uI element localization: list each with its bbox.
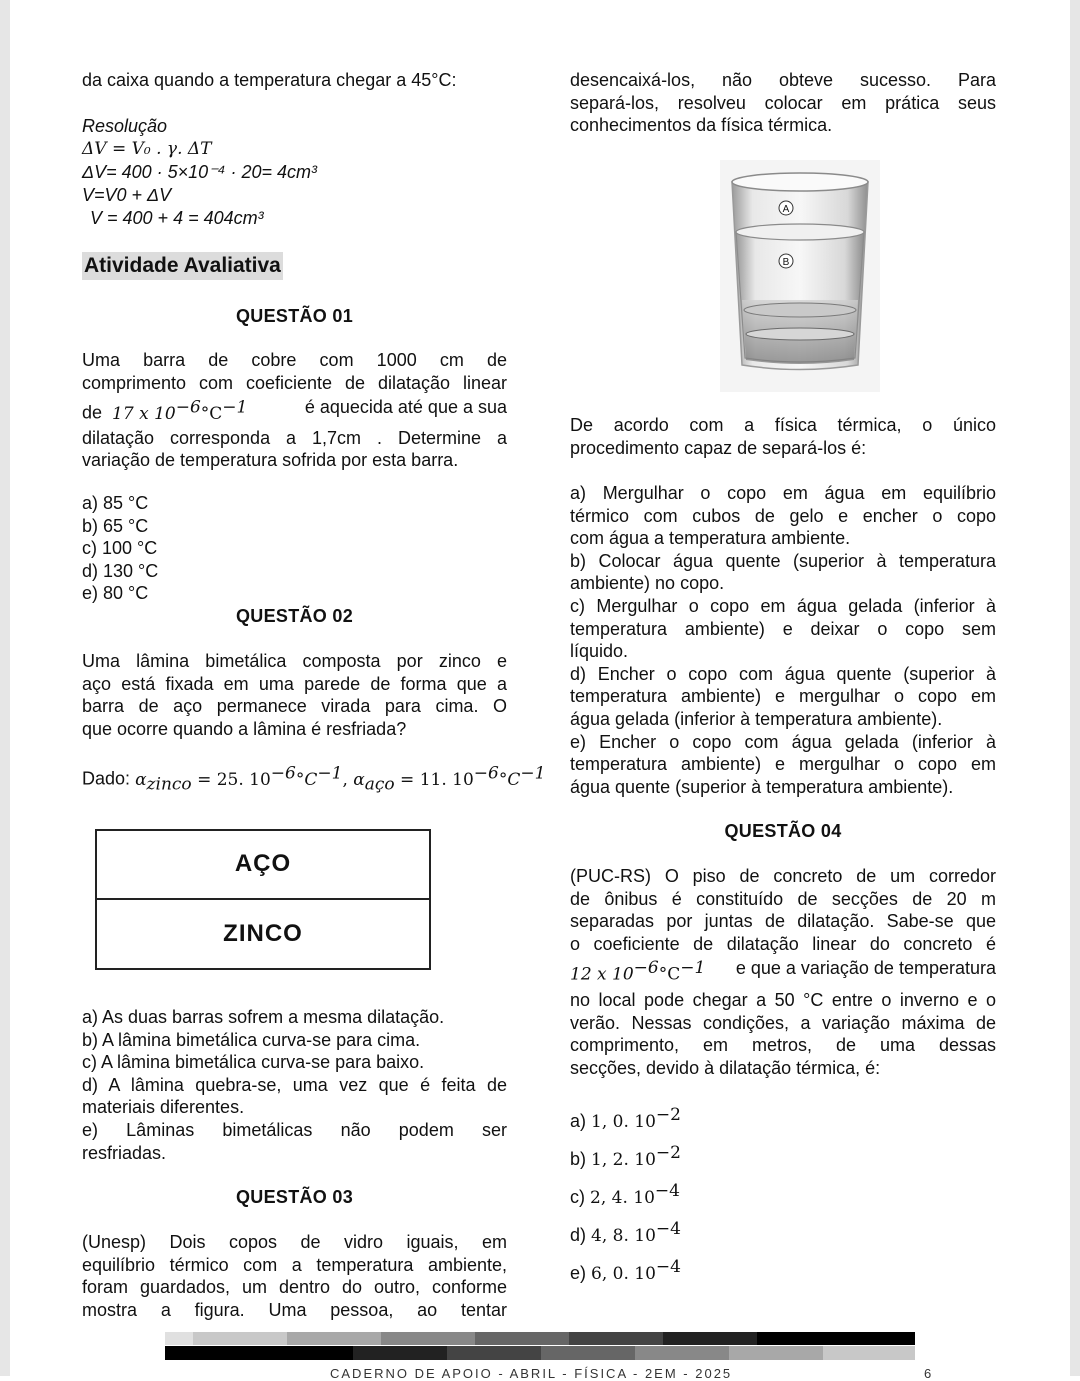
label-b: B	[782, 257, 790, 268]
q4-line: verão. Nessas condições, a variação máxima de	[570, 1012, 996, 1033]
option-d: d) 4, 8. $10^{-4}$	[570, 1219, 681, 1246]
question-04-heading: QUESTÃO 04	[724, 821, 842, 841]
section-title-wrap	[82, 252, 283, 280]
option-c-cont: líquido.	[570, 641, 629, 662]
option-a: a) Mergulhar o copo em água em equilíbrio	[570, 483, 996, 503]
q3-line: equilíbrio térmico com a temperatura ambiente,	[82, 1254, 507, 1275]
q2-line: barra de aço permanece virada para cima. O	[82, 696, 507, 717]
question-03-stem	[570, 414, 996, 459]
q3-line: De acordo com a física térmica, o único	[570, 415, 996, 435]
question-04-text	[570, 865, 996, 1079]
question-04-options	[570, 1100, 681, 1290]
option-b: b) A lâmina bimetálica curva-se para cima.	[82, 1029, 421, 1050]
question-02-heading: QUESTÃO 02	[235, 606, 354, 626]
strip-zinco: ZINCO	[223, 919, 303, 947]
footer-text: CADERNO DE APOIO - ABRIL - FÍSICA - 2EM - 2025	[330, 1366, 733, 1381]
question-02-options	[82, 1006, 507, 1164]
footer-gradient-bar	[165, 1332, 915, 1360]
option-c: c) Mergulhar o copo em água gelada (inferior à	[570, 595, 996, 616]
option-b: b) Colocar água quente (superior à temperatura	[570, 550, 996, 571]
option-c: c) 100 °C	[82, 538, 158, 559]
resolucao-label: Resolução	[82, 116, 168, 136]
q3-line: separá-los, resolveu colocar em prática seus	[570, 92, 996, 113]
q2-dado: Dado: $\alpha_{zinco} = 25$. $10^{-6}^\circ C^{-1}$, $\alpha_{aço} = 11$. $10^{-6}^\circ C^{-1}$	[82, 763, 546, 795]
page-number: 6	[924, 1366, 932, 1381]
page-edge-left	[0, 0, 10, 1376]
option-c: c) A lâmina bimetálica curva-se para baixo.	[82, 1052, 425, 1073]
q4-line: (PUC-RS) O piso de concreto de um corredor	[570, 866, 996, 886]
q1-line-pre: de 17 x $10^{-6}^\circ C^{-1}$	[82, 397, 248, 424]
q4-line: de ônibus é constituído de secções de 20 m	[570, 888, 996, 909]
q3-line: (Unesp) Dois copos de vidro iguais, em	[82, 1232, 507, 1252]
equation-2: ΔV= 400 · 5×10⁻⁴ · 20= 4cm³	[82, 162, 317, 182]
option-c: c) 2, 4. $10^{-4}$	[570, 1181, 680, 1208]
q4-line: no local pode chegar a 50 °C entre o inverno e o	[570, 990, 996, 1011]
q4-line: comprimento, em metros, de uma dessas	[570, 1035, 996, 1056]
option-e: e) Encher o copo com água gelada (inferior à	[570, 731, 996, 752]
question-03-text-left	[82, 1231, 507, 1321]
q3-line: conhecimentos da física térmica.	[570, 115, 833, 136]
q4-line: o coeficiente de dilatação linear do concreto é	[570, 933, 996, 954]
option-c-cont: temperatura ambiente) e deixar o copo sem	[570, 618, 996, 639]
q4-coef: 12 x $10^{-6}^\circ C^{-1}$	[570, 958, 706, 986]
option-d: d) A lâmina quebra-se, uma vez que é feita de	[82, 1074, 507, 1095]
option-e-cont: água quente (superior à temperatura ambiente).	[570, 776, 954, 797]
q4-line-coef	[570, 955, 996, 989]
question-03-options	[570, 482, 996, 798]
option-d: d) 130 °C	[82, 560, 159, 581]
question-01-text	[82, 349, 507, 472]
bimetallic-strip-diagram	[95, 829, 431, 970]
q3-line: mostra a figura. Uma pessoa, ao tentar	[82, 1299, 507, 1320]
option-a: a) 85 °C	[82, 493, 149, 513]
q1-line: variação de temperatura sofrida por esta barra.	[82, 450, 459, 471]
equation-4: V = 400 + 4 = 404cm³	[90, 208, 264, 228]
q2-line: aço está fixada em uma parede de forma que a	[82, 673, 507, 694]
option-d-cont: materiais diferentes.	[82, 1097, 245, 1118]
q1-line: comprimento com coeficiente de dilatação linear	[82, 372, 507, 393]
option-d-cont: água gelada (inferior à temperatura ambiente).	[570, 708, 943, 729]
q3-line: procedimento capaz de separá-los é:	[570, 437, 867, 458]
option-e: e) 80 °C	[82, 583, 149, 604]
option-a-cont: térmico com cubos de gelo e encher o copo	[570, 505, 996, 526]
option-a-cont: com água a temperatura ambiente.	[570, 528, 851, 549]
q4-line-post: e que a variação de temperatura	[735, 958, 996, 979]
option-a: a) 1, 0. $10^{-2}$	[570, 1105, 681, 1132]
question-01-options	[82, 492, 158, 605]
glass-bottom-ring	[746, 328, 854, 340]
label-a: A	[782, 204, 790, 215]
q2-line: Uma lâmina bimetálica composta por zinco e	[82, 651, 507, 671]
q3-line: foram guardados, um dentro do outro, conforme	[82, 1277, 507, 1298]
q3-line: desencaixá-los, não obteve sucesso. Para	[570, 70, 996, 90]
option-d-cont: temperatura ambiente) e mergulhar o copo em	[570, 686, 996, 707]
q1-line-post: é aquecida até que a sua	[304, 397, 507, 418]
q1-line: Uma barra de cobre com 1000 cm de	[82, 350, 507, 370]
q1-line: dilatação corresponda a 1,7cm . Determine a	[82, 427, 507, 448]
inner-glass-rim	[736, 224, 864, 240]
q1-line-coef	[82, 394, 507, 427]
section-title: Atividade Avaliativa	[82, 252, 283, 280]
option-e-cont: temperatura ambiente) e mergulhar o copo em	[570, 754, 996, 775]
question-01-heading: QUESTÃO 01	[235, 306, 354, 326]
option-e: e) Lâminas bimetálicas não podem ser	[82, 1119, 507, 1140]
equation-1: ΔV = V₀ . γ. ΔT	[82, 139, 212, 159]
nested-glasses-image	[720, 160, 880, 392]
intro-line: da caixa quando a temperatura chegar a 45°C:	[82, 70, 457, 90]
outer-glass-rim	[732, 173, 868, 191]
question-02-text	[82, 650, 507, 740]
option-b-cont: ambiente) no copo.	[570, 573, 725, 594]
page-edge-right	[1070, 0, 1080, 1376]
option-b: b) 1, 2. $10^{-2}$	[570, 1143, 681, 1170]
glass-bottom-ring	[744, 303, 856, 317]
option-e-cont: resfriadas.	[82, 1142, 167, 1163]
q4-line: separadas por juntas de dilatação. Sabe-se que	[570, 911, 996, 932]
question-03-text-right	[570, 69, 996, 137]
q2-line: que ocorre quando a lâmina é resfriada?	[82, 718, 407, 739]
option-d: d) Encher o copo com água quente (superior à	[570, 663, 996, 684]
option-e: e) 6, 0. $10^{-4}$	[570, 1257, 681, 1284]
q4-line: secções, devido à dilatação térmica, é:	[570, 1057, 881, 1078]
equation-3: V=V0 + ΔV	[82, 185, 172, 205]
question-03-heading: QUESTÃO 03	[235, 1187, 354, 1207]
option-a: a) As duas barras sofrem a mesma dilatação.	[82, 1007, 445, 1027]
strip-aco: AÇO	[97, 831, 429, 900]
option-b: b) 65 °C	[82, 515, 149, 536]
